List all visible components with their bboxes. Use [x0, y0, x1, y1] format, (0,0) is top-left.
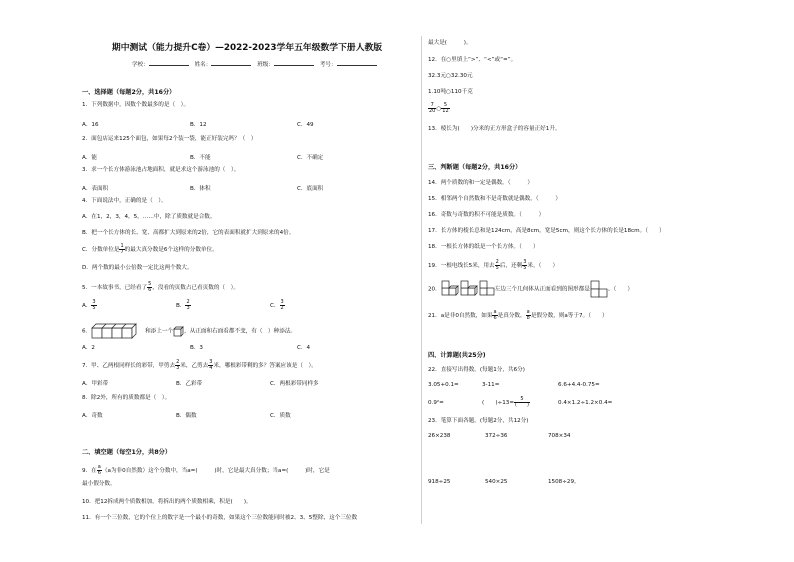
- fraction-numerator: a: [97, 464, 101, 470]
- q7-text3: 米，哪根彩带剩的多？答案应该是（ ）。: [213, 363, 317, 369]
- calc-2: 3-11=: [482, 382, 500, 388]
- option-prefix: B．: [176, 303, 186, 309]
- fraction-denominator: 6: [97, 470, 101, 476]
- section-2-heading: 二、填空题（每空1分，共8分）: [82, 449, 172, 456]
- q2-option-c[interactable]: C．不确定: [297, 155, 324, 161]
- info-id-label: 考号：: [319, 62, 337, 68]
- calc-5-fraction: [514, 397, 530, 408]
- fraction-denominator: 5: [523, 265, 527, 271]
- q3-option-c[interactable]: C．底面积: [297, 186, 324, 192]
- student-info-line: [82, 59, 412, 68]
- question-6: [82, 323, 296, 339]
- info-class-blank[interactable]: [274, 59, 314, 66]
- fraction-numerator: 2: [176, 359, 180, 365]
- option-fraction: [185, 300, 190, 311]
- fraction-denominator: 6: [493, 315, 497, 321]
- calc-6: 0.4×1.2÷1.2×0.4=: [558, 400, 613, 406]
- fraction-denominator: 3: [176, 365, 180, 371]
- calc-5: [482, 397, 530, 409]
- fraction-numerator: 3: [523, 259, 527, 265]
- q20-text3: 。（ ）: [607, 286, 633, 293]
- info-school-blank[interactable]: [149, 59, 189, 66]
- q12-fraction-2: [441, 103, 449, 114]
- q8-option-b[interactable]: B．偶数: [176, 413, 197, 419]
- q5-option-b[interactable]: [176, 300, 191, 311]
- section-3-heading: 三、判断题（每题2分，共16分）: [428, 164, 522, 171]
- q19-text1: 19．一根电线长5米，用去: [428, 263, 495, 269]
- question-15: 15．相邻两个自然数和不是奇数就是偶数。（ ）: [428, 196, 561, 202]
- q6-text3: ，从正面和右面看都不变，有（ ）种添法。: [184, 328, 297, 335]
- q11-continuation: 最大是( )。: [428, 40, 472, 46]
- fraction-denominator: 5: [495, 265, 499, 271]
- calc-5-text: ( )÷13=: [482, 400, 515, 406]
- info-id-blank[interactable]: [337, 59, 377, 66]
- q9-text1: 9．在: [82, 468, 97, 474]
- question-3: 3．求一个长方体游泳池占地面积，就是求这个游泳池的（ ）。: [82, 167, 240, 173]
- question-7: [82, 360, 317, 371]
- fraction-numerator: 3: [280, 299, 284, 305]
- question-9: [82, 465, 330, 476]
- fraction-denominator: 12: [442, 108, 449, 114]
- fraction-denominator: 2: [280, 305, 284, 311]
- fraction-numerator: 5: [514, 397, 530, 403]
- question-10: 10．把12拆成两个质数相加，将拆出的两个质数相乘，积是( )。: [82, 499, 252, 505]
- info-class-label: 班级：: [257, 62, 274, 68]
- q19-text3: 米。（ ）: [527, 263, 559, 269]
- section-4-heading: 四、计算题(共25分): [428, 352, 486, 359]
- q20-text1: 20．: [428, 286, 441, 293]
- fraction-numerator: 2: [186, 299, 190, 305]
- cube-stack-figure: [91, 323, 145, 339]
- q7-text1: 7．甲、乙两根同样长的彩带，甲剪去: [82, 363, 176, 369]
- q4-option-b[interactable]: B．把一个长方体的长、宽、高都扩大到原来的2倍，它的表面积就扩大到原来的4倍。: [82, 230, 295, 236]
- question-16: 16．奇数与奇数的积不可能是质数。（ ）: [428, 212, 545, 218]
- q2-option-b[interactable]: B．不能: [190, 155, 211, 161]
- question-21: [428, 310, 608, 321]
- q6-text1: 6．: [82, 328, 92, 335]
- q8-option-c[interactable]: C．质数: [270, 413, 291, 419]
- q20-text2: 左边三个几何体从正面看到的图形都是: [494, 286, 590, 293]
- question-14: 14．两个质数的和一定是偶数。（ ）: [428, 180, 534, 186]
- info-school-label: 学校：: [132, 62, 149, 68]
- q9-text2: （a为非0自然数）这个分数中，当a=( )时，它是最大真分数；当a=( )时，它是: [101, 468, 330, 474]
- question-23: 23．笔算下面各题。(每题2分，共12分): [428, 418, 529, 424]
- fraction-numerator: a: [493, 309, 497, 315]
- calc-1: 3.05+0.1=: [428, 382, 459, 388]
- fraction-numerator: 5: [441, 103, 449, 109]
- q21-text3: 是假分数，则a等于7。（ ）: [530, 313, 608, 319]
- question-5: [82, 282, 239, 293]
- written-calc-1: 26×238: [428, 433, 451, 439]
- q9-continuation: 最小假分数。: [82, 481, 116, 487]
- q8-option-a[interactable]: A．奇数: [82, 413, 103, 419]
- q7-text2: 米，乙剪去: [180, 363, 209, 369]
- front-view-shape-icon: [590, 280, 608, 298]
- question-8: 8．除2外，所有的质数都是（ ）。: [82, 395, 171, 401]
- fraction-numerator: 7: [428, 103, 436, 109]
- fraction-denominator: 3: [186, 305, 190, 311]
- three-solids-figure: [441, 280, 495, 298]
- fraction-numerator: 3: [209, 359, 213, 365]
- q4-option-d[interactable]: D．两个数的最小公倍数一定比这两个数大。: [82, 265, 193, 271]
- written-calc-3: 708×34: [548, 433, 571, 439]
- info-name-blank[interactable]: [211, 59, 251, 66]
- question-19: [428, 260, 558, 271]
- q7-option-b[interactable]: B．乙彩带: [176, 381, 203, 387]
- q4-option-a[interactable]: A．在1，2，3，4，5，……中，除了质数就是合数。: [82, 214, 216, 220]
- question-11: 11．有一个三位数，它的个位上的数字是一个最小的奇数，如果这个三位数能同时被2、3、5整除，这个三位数: [82, 515, 358, 521]
- single-cube-icon: [173, 326, 184, 337]
- q3-option-a[interactable]: A．表面积: [82, 186, 109, 192]
- q5-option-a[interactable]: [82, 300, 97, 311]
- q5-text1: 5．一本故事书，已经看了: [82, 285, 148, 291]
- q2-option-a[interactable]: A．能: [82, 155, 98, 161]
- q4-c-text1: C．分数单位是: [82, 247, 120, 253]
- q5-text2: ，没看的页数占已看页数的（ ）。: [152, 285, 239, 291]
- written-calc-4: 918÷25: [428, 479, 451, 485]
- section-1-heading: 一、选择题（每题2分，共16分）: [82, 89, 176, 96]
- compare-circle-icon[interactable]: ○: [436, 106, 442, 112]
- written-calc-6: 1508÷29。: [548, 479, 580, 485]
- question-22: 22．直接写出得数。(每题1分，共6分): [428, 367, 525, 373]
- q5-option-c[interactable]: [270, 300, 285, 311]
- fraction-denominator: 4: [209, 365, 213, 371]
- fraction-denominator: 20: [429, 108, 436, 114]
- fraction-denominator: ( ): [515, 402, 529, 408]
- fraction-numerator: 3: [92, 299, 96, 305]
- fraction-numerator: a: [526, 309, 530, 315]
- q7-option-a[interactable]: A．甲彩带: [82, 381, 109, 387]
- q6-text2: 和添上一个: [145, 328, 174, 335]
- q12-item-a: 32.3元○32.30元: [428, 73, 473, 79]
- q21-text2: 是真分数，: [497, 313, 526, 319]
- fraction-denominator: 8: [526, 315, 530, 321]
- question-1: 1．下列数据中，因数个数最多的是（ ）。: [82, 102, 190, 108]
- q6-option-a[interactable]: A．2: [82, 345, 95, 351]
- fraction-numerator: 2: [495, 259, 499, 265]
- fraction-denominator: 5: [92, 305, 96, 311]
- fraction-denominator: 6: [148, 287, 152, 293]
- fraction-numerator: 5: [148, 281, 152, 287]
- calc-3: 6.6+4.4-0.75=: [558, 382, 600, 388]
- written-calc-5: 540×25: [485, 479, 508, 485]
- q3-option-b[interactable]: B．体积: [190, 186, 211, 192]
- question-13: 13．棱长为( )分米的正方形盒子的容量正好1升。: [428, 126, 561, 132]
- written-calc-2: 372÷36: [485, 433, 508, 439]
- option-fraction: [280, 300, 285, 311]
- q4-option-c[interactable]: [82, 244, 218, 255]
- column-divider: [421, 36, 422, 524]
- fraction-numerator: 1: [120, 243, 124, 249]
- q12-item-c: [428, 103, 450, 114]
- calc-4: 0.9²=: [428, 400, 444, 406]
- question-12: 12．在○里填上“>”、“<”或“=”。: [428, 57, 517, 63]
- q21-text1: 21．a是非0自然数，如果: [428, 313, 493, 319]
- question-17: 17．长方体的棱长总和是124cm，高是8cm，宽是5cm，则这个长方体的长是18cm。（ ）: [428, 228, 665, 234]
- q7-option-c[interactable]: C．两根彩带同样多: [270, 381, 319, 387]
- option-prefix: A．: [82, 303, 92, 309]
- q4-c-text2: 的最大真分数是6个这样的分数单位。: [124, 247, 218, 253]
- q6-option-b[interactable]: B．3: [190, 345, 203, 351]
- q19-text2: 后，还剩: [499, 263, 523, 269]
- question-4: 4．下面说法中，正确的是（ ）。: [82, 198, 167, 204]
- question-18: 18．一根长方体的纸是一个长方体。（ ）: [428, 244, 539, 250]
- info-name-label: 姓名：: [194, 62, 212, 68]
- q1-option-a[interactable]: A．16: [82, 122, 99, 128]
- q1-option-b[interactable]: B．12: [190, 122, 207, 128]
- option-fraction: [91, 300, 96, 311]
- q12-item-b: 1.10吨○110千克: [428, 89, 473, 95]
- q1-option-c[interactable]: C．49: [297, 122, 314, 128]
- q6-option-c[interactable]: C．4: [297, 345, 311, 351]
- question-2: 2．面包店运来125个面包，如果每2个装一袋，能正好装完吗？（ ）: [82, 136, 257, 142]
- option-prefix: C．: [270, 303, 280, 309]
- fraction-denominator: 7: [120, 249, 124, 255]
- page-title: 期中测试（能力提升C卷）—2022-2023学年五年级数学下册人教版: [111, 43, 383, 53]
- question-20: [428, 280, 633, 299]
